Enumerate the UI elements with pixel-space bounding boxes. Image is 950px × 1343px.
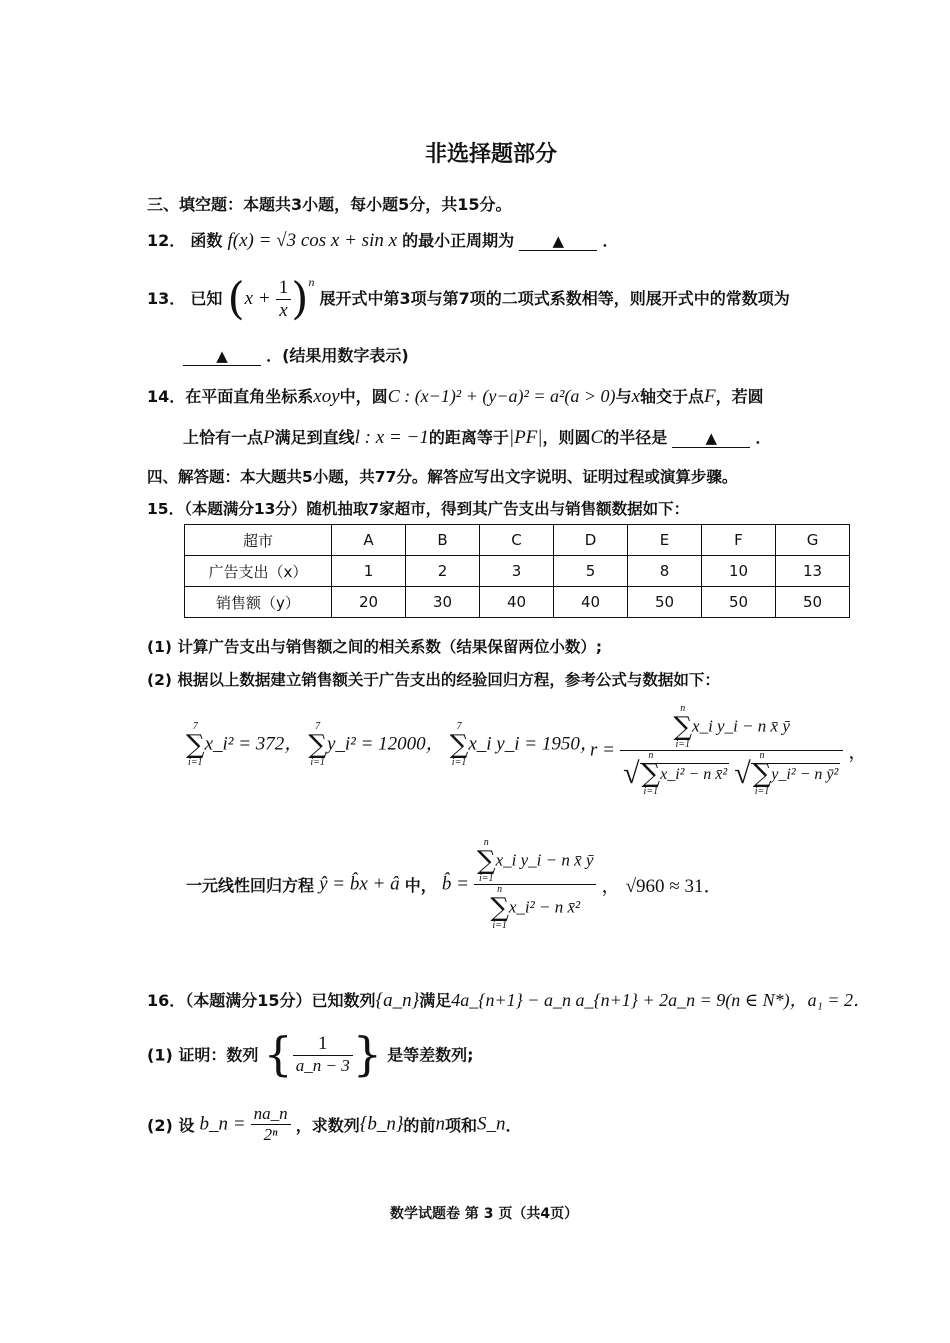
page-title: 非选择题部分 <box>425 142 558 167</box>
regression-formula: 一元线性回归方程 ŷ = b̂x + â 中， b̂ = n ∑ i=1 x_i y_i − n x̄ ȳ n ∑ i=1 x_i² − n x̄² ， √960 ≈ 31． <box>186 837 723 931</box>
table-header-row: 超市 A B C D E F G <box>185 525 850 556</box>
r-fraction: n ∑ i=1 x_i y_i − n x̄ ȳ √ n ∑ i=1 x_i² − n x̄² √ n ∑ i=1 y_i² − n ȳ² <box>620 704 843 797</box>
sigma-icon: n ∑ i=1 <box>490 884 509 931</box>
section4-heading: 四、解答题：本大题共5小题，共77分。解答应写出文字说明、证明过程或演算步骤。 <box>147 468 738 486</box>
sigma-icon: n ∑ i=1 <box>477 837 496 884</box>
q14-circle-equation: C : (x−1)² + (y−a)² = a²(a > 0) <box>387 386 616 406</box>
bn-fraction: $\frac{na\_n}{\text{2ⁿ}}$ <box>251 1104 291 1145</box>
sigma-icon: 7 ∑ i=1 <box>308 721 327 768</box>
q16-part2: (2) 设 b_n = $\frac{na\_n}{\text{2ⁿ}}$ ，求数列{b_n}的前n项和S_n． <box>147 1104 522 1144</box>
sigma-icon: n ∑ i=1 <box>641 750 661 797</box>
q16-fraction: $\frac{1}{a\_n - 3}$ <box>293 1033 353 1076</box>
correlation-formula: r = n ∑ i=1 x_i y_i − n x̄ ȳ √ n ∑ i=1 x_i² − n x̄² √ n ∑ i=1 y_i² − n ȳ² ， <box>590 703 868 797</box>
q15-part2: (2) 根据以上数据建立销售额关于广告支出的经验回归方程，参考公式与数据如下： <box>147 671 720 689</box>
question-16: 16．（本题满分15分）已知数列{a_n}满足4a_{n+1} − a_n a_{n+1} + 2a_n = 9(n ∈ N*)，a₁ = 2． <box>147 990 872 1011</box>
question-14-line2: 上恰有一点P满足到直线l : x = −1的距离等于|PF|，则圆C的半径是 ▲ ． <box>183 427 772 448</box>
table-row: 广告支出（x） 1 2 3 5 8 10 13 <box>185 556 850 587</box>
q15-part1: (1) 计算广告支出与销售额之间的相关系数（结果保留两位小数）; <box>147 638 603 656</box>
b-hat-fraction: n ∑ i=1 x_i y_i − n x̄ ȳ n ∑ i=1 x_i² − n x̄² <box>474 838 596 931</box>
q16-part1: (1) 证明：数列 { $\frac{1}{a\_n - 3}$ } 是等差数列; <box>147 1027 474 1081</box>
answer-blank: ▲ <box>672 429 750 448</box>
page-footer: 数学试题卷 第 3 页（共4页） <box>390 1206 579 1222</box>
reference-sums: 7 ∑ i=1 x_i² = 372， 7 ∑ i=1 y_i² = 12000， 7 ∑ i=1 x_i y_i = 1950， <box>186 721 599 768</box>
data-table <box>184 524 850 618</box>
question-13-line2: ▲ ．(结果用数字表示) <box>183 343 409 366</box>
question-14: 14．在平面直角坐标系xoy中，圆C : (x−1)² + (y−a)² = a²(a > 0)与x轴交于点F，若圆 <box>147 386 764 407</box>
q13-fraction: $\frac{1}{x}$ <box>276 277 292 322</box>
sigma-icon: n ∑ i=1 <box>752 750 772 797</box>
question-15-intro: 15．（本题满分13分）随机抽取7家超市，得到其广告支出与销售额数据如下： <box>147 500 690 518</box>
table-row: 销售额（y） 20 30 40 40 50 50 50 <box>185 587 850 618</box>
question-13: 13． 已知 (x + $\frac{1}{x}$ )$^n$ 展开式中第3项与第7项的二项式系数相等，则展开式中的常数项为 <box>147 273 790 325</box>
q12-function: f(x) = √3 cos x + sin x <box>227 230 398 251</box>
question-12: 12． 函数 f(x) = √3 cos x + sin x 的最小正周期为 ▲ ． <box>147 230 619 251</box>
answer-blank: ▲ <box>183 347 261 366</box>
sigma-icon: n ∑ i=1 <box>673 703 693 750</box>
section3-heading: 三、填空题：本题共3小题，每小题5分，共15分。 <box>147 195 512 214</box>
sigma-icon: 7 ∑ i=1 <box>449 721 469 768</box>
answer-blank: ▲ <box>519 232 597 251</box>
sigma-icon: 7 ∑ i=1 <box>186 721 205 768</box>
